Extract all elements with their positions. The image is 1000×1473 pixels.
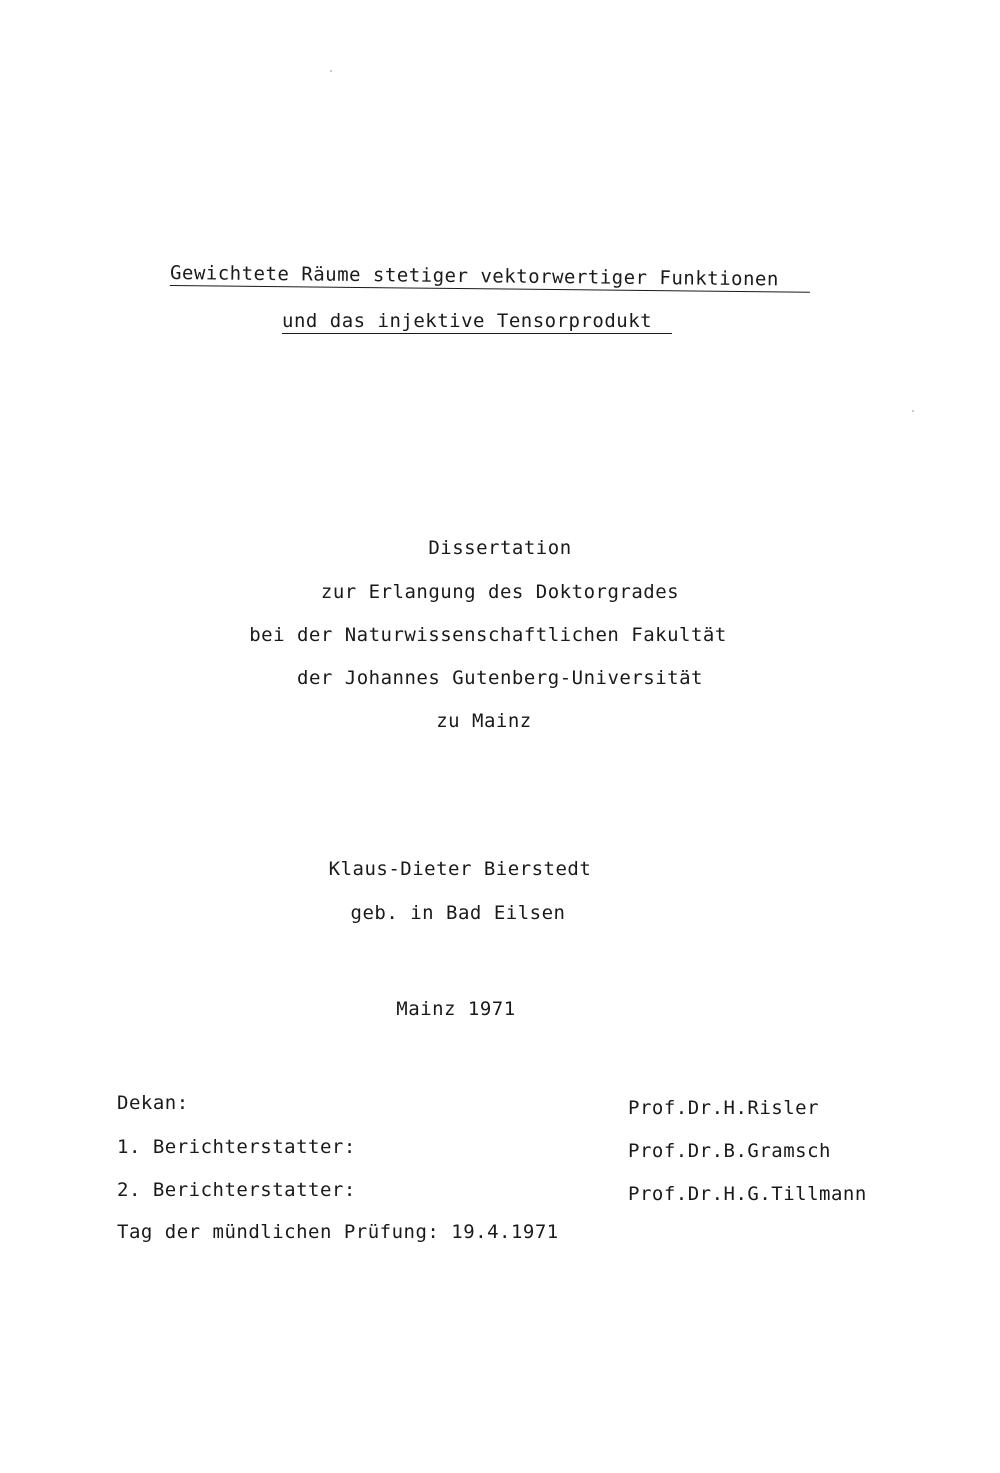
- oral-exam-date: Tag der mündlichen Prüfung: 19.4.1971: [117, 1221, 559, 1243]
- dean-name: Prof.Dr.H.Risler: [628, 1097, 820, 1119]
- reviewer-1-name: Prof.Dr.B.Gramsch: [628, 1140, 831, 1162]
- reviewer-2-label: 2. Berichterstatter:: [117, 1179, 356, 1201]
- dissertation-city: zu Mainz: [436, 710, 532, 732]
- thesis-title-line-2: und das injektive Tensorprodukt: [282, 310, 672, 334]
- reviewer-2-name: Prof.Dr.H.G.Tillmann: [628, 1183, 867, 1205]
- thesis-title-line-1: Gewichtete Räume stetiger vektorwertiger Funktionen: [170, 262, 810, 293]
- scan-speck: [912, 410, 914, 412]
- dissertation-heading: Dissertation: [428, 537, 572, 559]
- scan-speck: [330, 70, 332, 72]
- dissertation-faculty: bei der Naturwissenschaftlichen Fakultät: [249, 624, 727, 646]
- author-name: Klaus-Dieter Bierstedt: [328, 858, 592, 880]
- dissertation-university: der Johannes Gutenberg-Universität: [297, 667, 703, 689]
- reviewer-1-label: 1. Berichterstatter:: [117, 1136, 356, 1158]
- author-birthplace: geb. in Bad Eilsen: [350, 902, 566, 924]
- dissertation-purpose: zur Erlangung des Doktorgrades: [320, 581, 680, 603]
- dean-label: Dekan:: [117, 1092, 189, 1114]
- place-and-year: Mainz 1971: [396, 998, 516, 1020]
